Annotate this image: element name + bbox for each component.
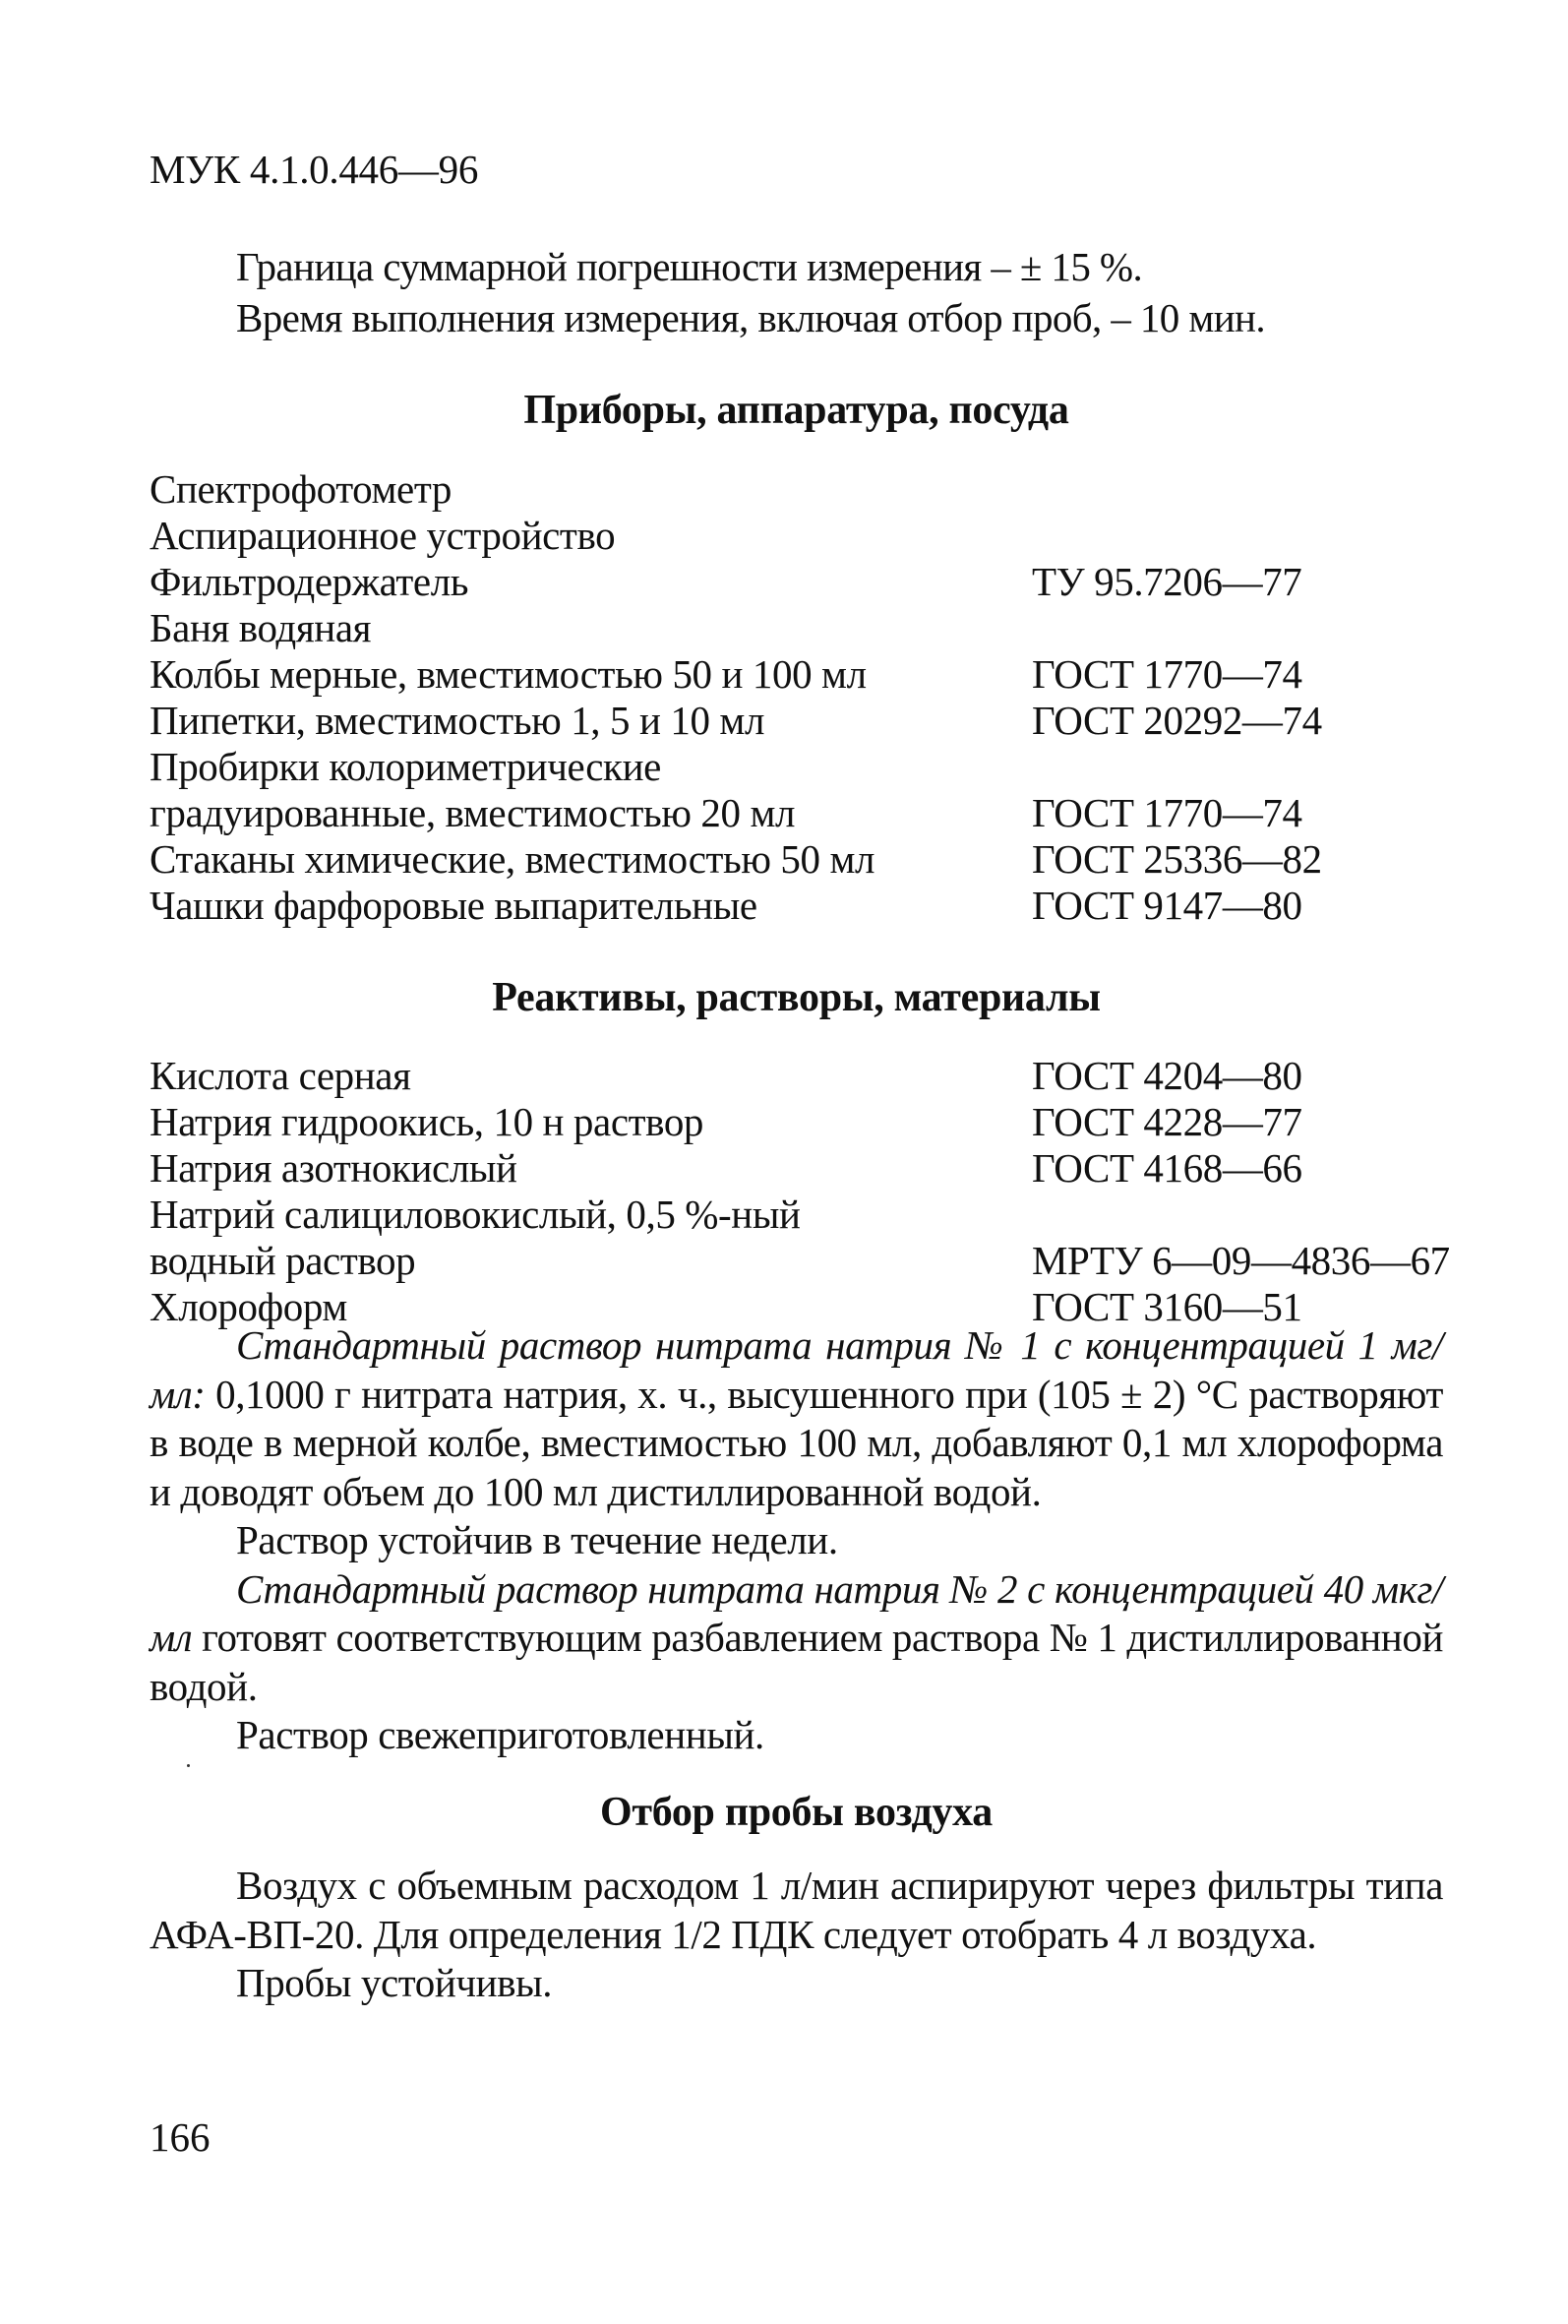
solution-2-title: Стандартный раствор нитрата натрия № 2 с концентрацией 40 мкг/мл [150,1565,1443,1660]
equipment-row [150,559,1458,605]
solution-1-paragraph [150,1321,1443,1516]
reagent-standard: МРТУ 6—09—4836—67 [1032,1238,1450,1283]
sampling-block [150,1862,1443,2008]
equipment-name: Чашки фарфоровые выпарительные [150,883,757,928]
solution-1-note-text: Раствор устойчив в течение недели. [236,1517,838,1562]
sampling-heading: Отбор пробы воздуха [600,1790,993,1835]
equipment-standard: ГОСТ 1770—74 [1032,651,1302,697]
equipment-name: Баня водяная [150,605,372,650]
equipment-row [150,698,1458,744]
equipment-standard: ГОСТ 9147—80 [1032,883,1302,928]
equipment-name: Пипетки, вместимостью 1, 5 и 10 мл [150,698,765,743]
sampling-text: Воздух с объемным расходом 1 л/мин аспирируют через фильтры типа АФА-ВП-20. Для определения 1/2 ПДК следует отобрать 4 л воздуха. [150,1863,1443,1957]
equipment-name: Спектрофотометр [150,466,452,512]
equipment-name: градуированные, вместимостью 20 мл [150,790,796,835]
scan-speck [187,1764,190,1767]
equipment-standard: ГОСТ 1770—74 [1032,790,1302,835]
equipment-row [150,466,1458,513]
solutions-block [150,1321,1443,1760]
equipment-name: Фильтродержатель [150,559,469,604]
error-limit-text: Граница суммарной погрешности измерения – ± 15 %. [236,244,1143,289]
solution-1-note [150,1516,1443,1565]
reagent-standard: ГОСТ 4168—66 [1032,1145,1302,1191]
reagent-name: Натрий салициловокислый, 0,5 %-ный [150,1192,801,1237]
sampling-note-text: Пробы устойчивы. [236,1960,553,2005]
reagent-name: Натрия гидроокись, 10 н раствор [150,1099,704,1144]
solution-2-text: готовят соответствующим разбавлением раствора № 1 дистиллированной водой. [150,1615,1443,1709]
equipment-row [150,605,1458,651]
reagent-row [150,1053,1458,1099]
reagent-standard: ГОСТ 3160—51 [1032,1284,1302,1329]
reagent-standard: ГОСТ 4228—77 [1032,1099,1302,1144]
reagent-row [150,1192,1458,1238]
reagent-name: Натрия азотнокислый [150,1145,517,1191]
equipment-name: Аспирационное устройство [150,513,616,558]
equipment-row [150,836,1458,883]
solution-2-note-text: Раствор свежеприготовленный. [236,1712,764,1757]
equipment-row [150,744,1458,790]
equipment-row [150,513,1458,559]
equipment-standard: ТУ 95.7206—77 [1032,559,1302,604]
measurement-time-text: Время выполнения измерения, включая отбор проб, – 10 мин. [236,295,1266,340]
page-number: 166 [150,2114,211,2160]
equipment-standard: ГОСТ 25336—82 [1032,836,1322,882]
reagent-row [150,1099,1458,1145]
solution-1-text: 0,1000 г нитрата натрия, х. ч., высушенного при (105 ± 2) °С растворяют в воде в мерной колбе, вместимостью 100 мл, добавляют 0,1 мл хлороформа и доводят объем до 100 мл дистиллированной водой. [150,1371,1443,1514]
reagent-name: Хлороформ [150,1284,347,1329]
solution-1-title: Стандартный раствор нитрата натрия № 1 с концентрацией 1 мг/мл: [150,1322,1443,1417]
equipment-heading: Приборы, аппаратура, посуда [523,388,1069,433]
sampling-paragraph [150,1862,1443,1959]
equipment-row [150,790,1458,836]
solution-2-note [150,1711,1443,1760]
reagent-row [150,1238,1458,1284]
reagent-name: Кислота серная [150,1053,411,1098]
reagents-list [150,1053,1458,1330]
equipment-list [150,466,1458,929]
sampling-note [150,1959,1443,2008]
document-code: МУК 4.1.0.446—96 [150,147,479,192]
equipment-name: Стаканы химические, вместимостью 50 мл [150,836,875,882]
equipment-row [150,651,1458,698]
solution-2-paragraph [150,1565,1443,1712]
intro-block [236,241,1466,343]
equipment-name: Колбы мерные, вместимостью 50 и 100 мл [150,651,867,697]
equipment-row [150,883,1458,929]
reagent-row [150,1145,1458,1192]
reagent-name: водный раствор [150,1238,416,1283]
equipment-name: Пробирки колориметрические [150,744,661,789]
equipment-standard: ГОСТ 20292—74 [1032,698,1322,743]
reagent-standard: ГОСТ 4204—80 [1032,1053,1302,1098]
reagents-heading: Реактивы, растворы, материалы [492,975,1101,1020]
